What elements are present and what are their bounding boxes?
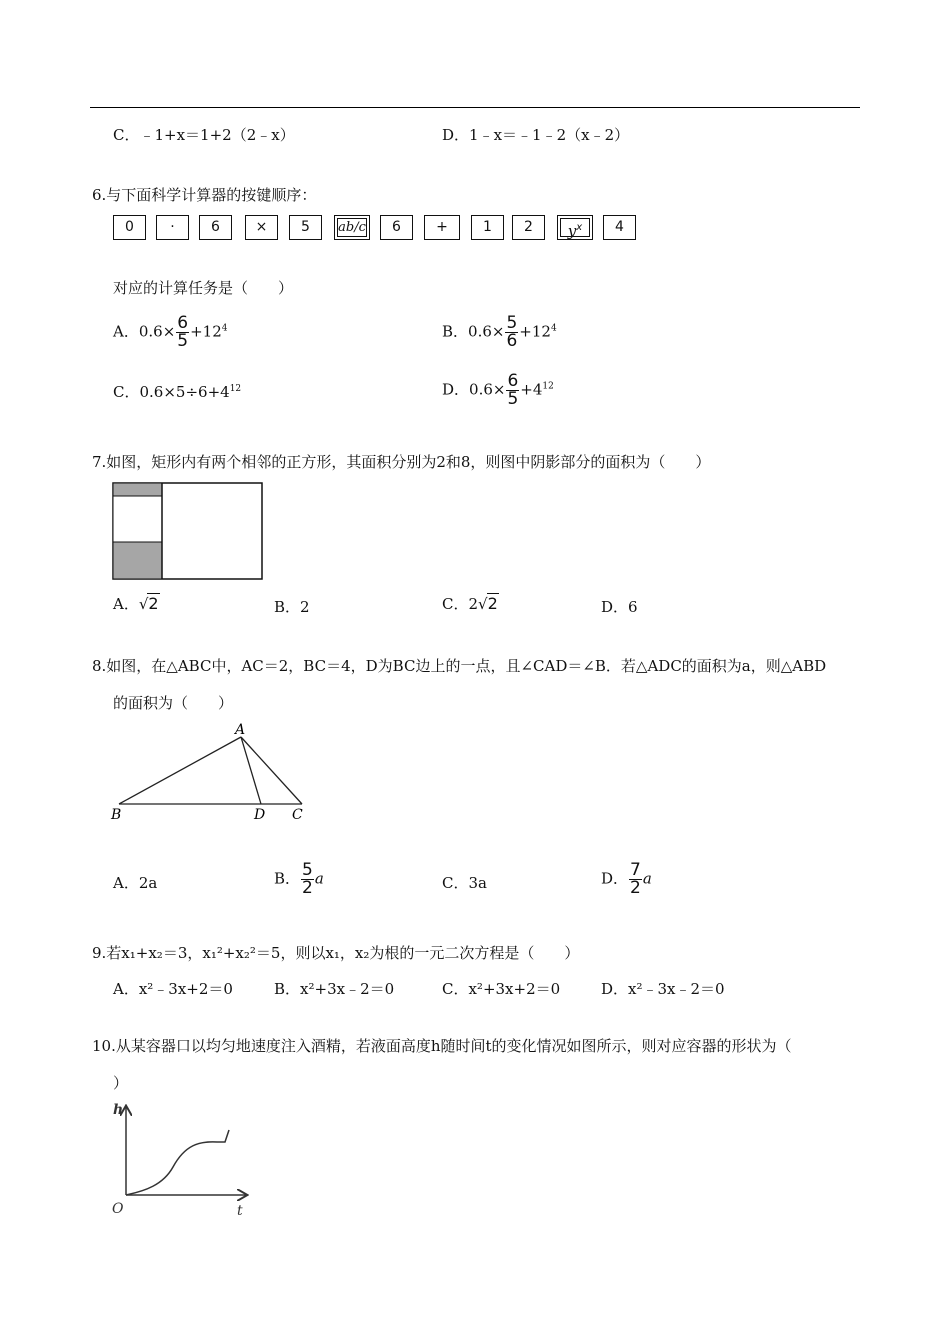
q8-b-den: 2 — [302, 878, 313, 898]
key-dot: · — [156, 215, 189, 240]
q9-option-a: A．x²﹣3x+2＝0 — [113, 980, 233, 998]
key-power-label: $y^x$ — [567, 222, 583, 240]
q5-option-c-text: C．﹣1+x＝1+2（2﹣x） — [113, 126, 295, 144]
q6-option-c — [113, 381, 241, 402]
q6-b-pre: 0.6× — [468, 322, 505, 341]
q8-point-b: B — [111, 807, 122, 823]
q7-option-c — [442, 593, 499, 614]
key-0: 0 — [113, 215, 146, 240]
key-1: 1 — [471, 215, 504, 240]
q6-d-den: 5 — [507, 389, 519, 409]
q9-option-d: D．x²﹣3x﹣2＝0 — [601, 980, 725, 998]
q8-point-d: D — [254, 807, 266, 823]
q7-small-square — [113, 496, 162, 542]
q8-d-label: D． — [601, 869, 629, 888]
q7-c-coef: 2 — [468, 595, 479, 613]
q8-d-num: 7 — [630, 860, 641, 880]
q8-b-fraction — [301, 862, 314, 897]
q6-c-label: C． — [113, 383, 140, 401]
q7-c-radicand: 2 — [487, 594, 498, 613]
key-power — [557, 215, 593, 240]
q10-origin-label: O — [112, 1201, 124, 1217]
q8-d-den: 2 — [630, 878, 641, 898]
key-2: 2 — [512, 215, 545, 240]
q8-side-ac — [241, 737, 302, 804]
q6-stem: 6.与下面科学计算器的按键顺序： — [92, 186, 317, 204]
q7-c-label: C． — [442, 595, 469, 613]
q7-a-sqrt: √2 — [138, 594, 159, 613]
q6-b-num: 5 — [506, 313, 518, 333]
key-fraction: ab/c — [334, 215, 370, 240]
q7-c-sqrt: √2 — [478, 594, 498, 613]
q10-axis-t-label: t — [237, 1203, 243, 1219]
q6-b-exp: 4 — [550, 323, 557, 334]
q9-option-b: B．x²+3x﹣2＝0 — [274, 980, 395, 998]
q8-point-c: C — [292, 807, 303, 823]
q5-option-c — [113, 124, 295, 145]
q6-task: 对应的计算任务是（ ） — [113, 279, 294, 297]
q8-b-var: a — [314, 869, 324, 888]
q6-d-num: 6 — [507, 371, 519, 391]
key-4: 4 — [603, 215, 636, 240]
q7-option-d: D．6 — [601, 598, 638, 616]
q7-stem: 7.如图，矩形内有两个相邻的正方形，其面积分别为2和8，则图中阴影部分的面积为（ ） — [92, 453, 711, 471]
q10-axis-h-label: h — [113, 1102, 124, 1118]
q6-d-exp: 12 — [542, 381, 554, 392]
q6-a-pre: 0.6× — [138, 322, 176, 341]
q8-option-c: C．3a — [442, 874, 487, 892]
header-rule — [90, 107, 860, 108]
q6-c-pre: 0.6×5÷6+4 — [139, 383, 230, 401]
q6-a-exp: 4 — [221, 323, 228, 334]
q6-b-label: B． — [442, 322, 469, 341]
q7-rectangle-figure — [112, 482, 264, 582]
key-6: 6 — [199, 215, 232, 240]
q6-b-fraction — [505, 315, 518, 350]
q10-height-time-graph — [105, 1097, 255, 1222]
q8-triangle-figure — [108, 718, 313, 826]
q6-option-a — [113, 315, 228, 350]
q6-d-pre: 0.6× — [469, 380, 506, 399]
q6-d-label: D． — [442, 380, 470, 399]
q7-a-label: A． — [113, 595, 139, 613]
q6-option-d — [442, 373, 554, 408]
q8-option-b — [274, 862, 324, 897]
q8-b-label: B． — [274, 869, 301, 888]
q6-b-den: 6 — [506, 331, 518, 351]
q9-stem: 9.若x₁+x₂＝3，x₁²+x₂²＝5，则以x₁，x₂为根的一元二次方程是（ ） — [92, 944, 580, 962]
q6-option-b — [442, 315, 557, 350]
q6-a-num: 6 — [177, 313, 189, 333]
key-multiply: × — [245, 215, 278, 240]
q7-option-a — [113, 593, 160, 614]
q6-c-exp: 12 — [229, 384, 242, 394]
q8-side-ab — [119, 737, 241, 804]
key-plus: + — [424, 215, 460, 240]
key-5: 5 — [289, 215, 322, 240]
q10-stem-line1: 10.从某容器口以均匀地速度注入酒精，若液面高度h随时间t的变化情况如图所示，则对应容器的形状为（ — [92, 1037, 792, 1055]
q5-option-d-text: D．1﹣x＝﹣1﹣2（x﹣2） — [442, 126, 630, 144]
q8-option-d — [601, 862, 652, 897]
q6-d-fraction — [506, 373, 519, 408]
q5-option-d — [442, 124, 629, 145]
q7-a-radicand: 2 — [148, 594, 159, 613]
q9-option-c: C．x²+3x+2＝0 — [442, 980, 561, 998]
q7-shaded-bottom — [113, 542, 162, 579]
q7-shaded-top — [113, 483, 162, 496]
q8-stem-line1: 8.如图，在△ABC中，AC＝2，BC＝4，D为BC边上的一点，且∠CAD＝∠B．若△ADC的面积为a，则△ABD — [92, 657, 827, 675]
q10-stem-line2: ） — [113, 1074, 129, 1092]
q8-b-num: 5 — [302, 860, 313, 880]
q8-d-var: a — [642, 869, 652, 888]
q8-stem-line2: 的面积为（ ） — [113, 694, 234, 712]
q7-option-b: B．2 — [274, 598, 310, 616]
q6-a-fraction — [176, 315, 189, 350]
q6-a-post: +12 — [190, 322, 222, 341]
key-6b: 6 — [380, 215, 413, 240]
q6-a-label: A． — [113, 322, 139, 341]
q8-point-a: A — [235, 722, 246, 738]
q8-option-a: A．2a — [113, 874, 158, 892]
q6-a-den: 5 — [177, 331, 189, 351]
q8-d-fraction — [629, 862, 642, 897]
q10-curve — [126, 1130, 229, 1195]
q6-b-post: +12 — [519, 322, 551, 341]
q6-d-post: +4 — [520, 380, 543, 399]
